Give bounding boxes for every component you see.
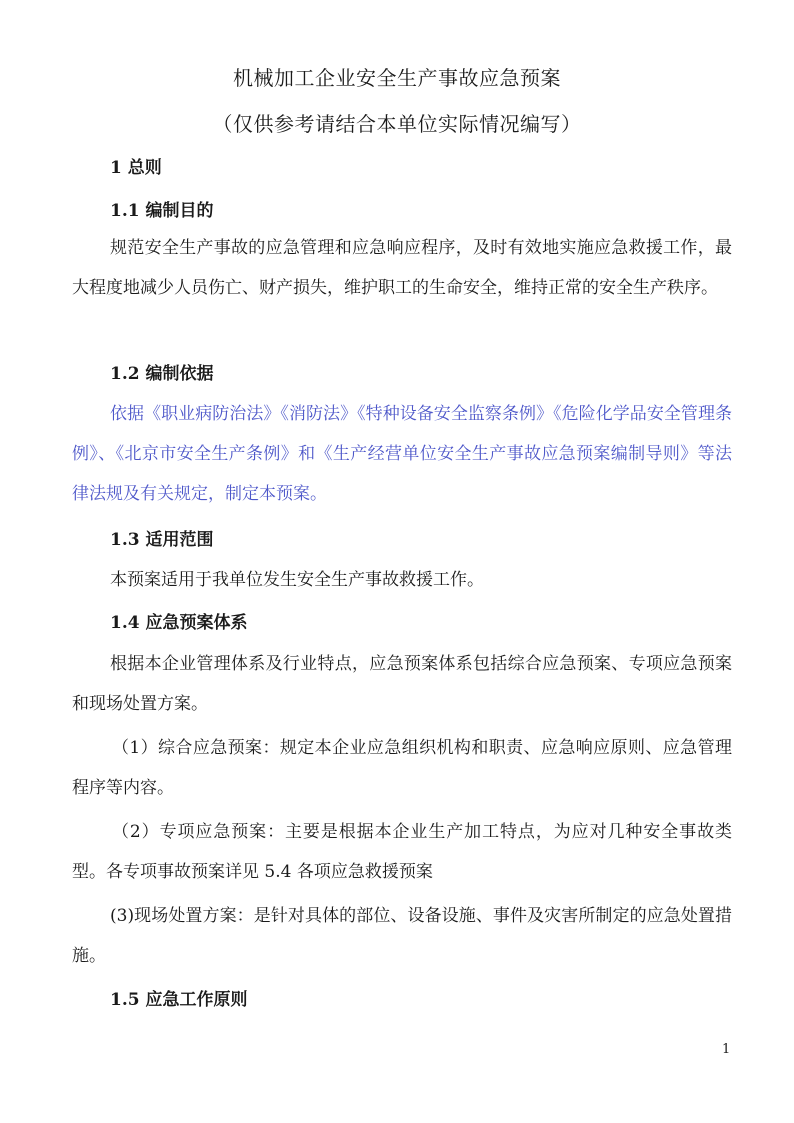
paragraph-onsite-plan: (3)现场处置方案：是针对具体的部位、设备设施、事件及灾害所制定的应急处置措施。 <box>72 906 732 966</box>
heading-1-1-purpose: 1.1 编制目的 <box>110 201 214 221</box>
paragraph-basis: 依据《职业病防治法》《消防法》《特种设备安全监察条例》《危险化学品安全管理条例》、《北京市安全生产条例》和《生产经营单位安全生产事故应急预案编制导则》等法律法规及有关规定，制定本预案。 <box>72 404 732 504</box>
paragraph-plan-system: 根据本企业管理体系及行业特点，应急预案体系包括综合应急预案、专项应急预案和现场处置方案。 <box>72 654 732 714</box>
paragraph-special-plan: （2）专项应急预案：主要是根据本企业生产加工特点，为应对几种安全事故类型。各专项事故预案详见 5.4 各项应急救援预案 <box>72 822 732 882</box>
heading-1-4-plan-system: 1.4 应急预案体系 <box>110 613 248 633</box>
document-title: 机械加工企业安全生产事故应急预案 <box>233 66 561 90</box>
paragraph-scope: 本预案适用于我单位发生安全生产事故救援工作。 <box>110 570 484 590</box>
heading-1-2-basis: 1.2 编制依据 <box>110 364 214 384</box>
document-subtitle: （仅供参考请结合本单位实际情况编写） <box>212 112 582 136</box>
paragraph-purpose: 规范安全生产事故的应急管理和应急响应程序，及时有效地实施应急救援工作，最大程度地减少人员伤亡、财产损失，维护职工的生命安全，维持正常的安全生产秩序。 <box>72 238 732 298</box>
heading-1-5-principles: 1.5 应急工作原则 <box>110 990 248 1010</box>
heading-1-3-scope: 1.3 适用范围 <box>110 530 214 550</box>
heading-1-general: 1 总则 <box>110 158 162 178</box>
paragraph-comprehensive-plan: （1）综合应急预案：规定本企业应急组织机构和职责、应急响应原则、应急管理程序等内容。 <box>72 738 732 798</box>
page-number: 1 <box>722 1042 731 1057</box>
